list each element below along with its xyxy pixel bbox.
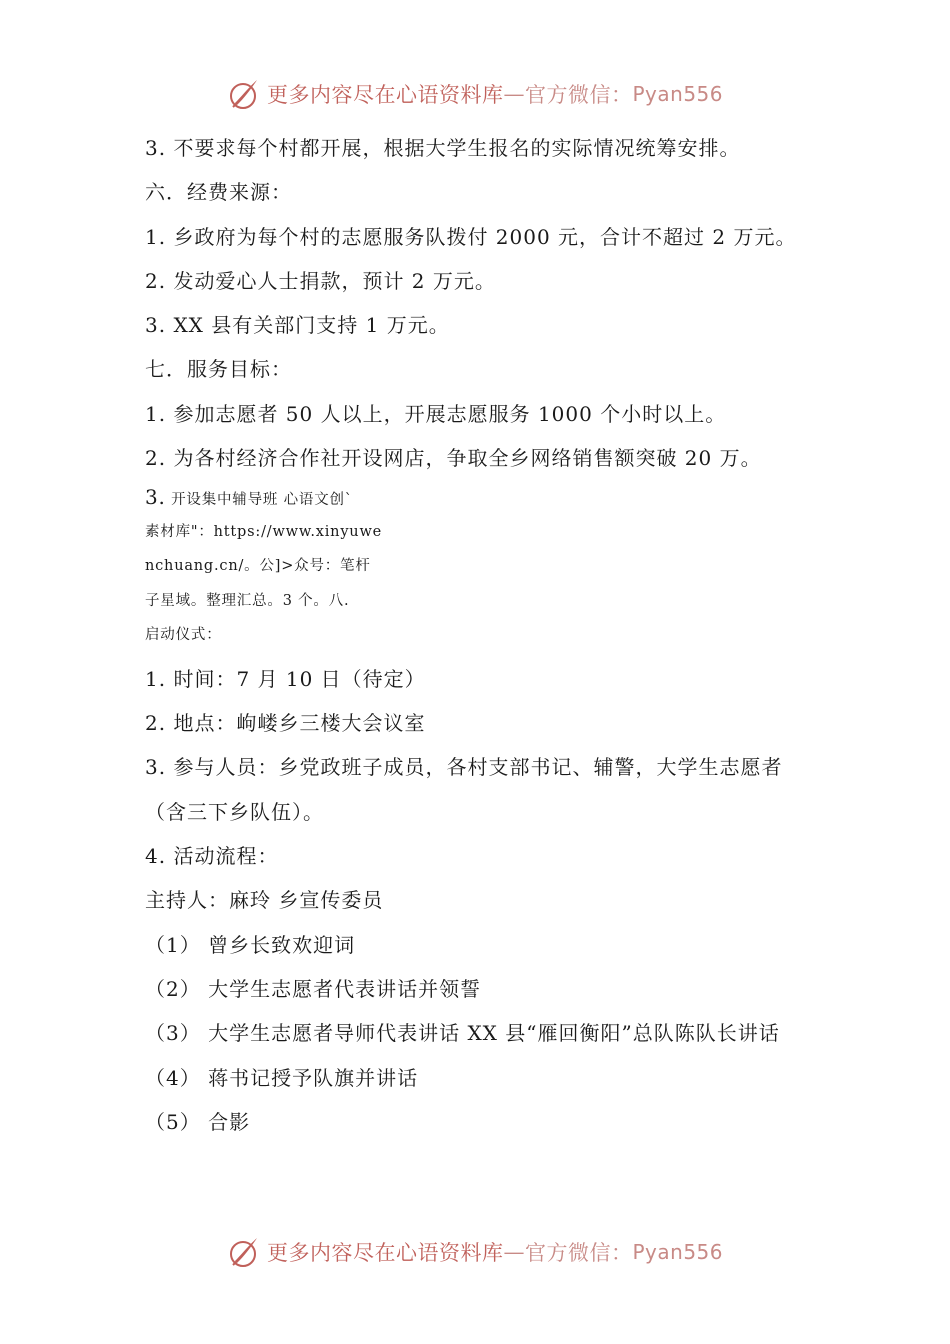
small-text: 开设集中辅导班 心语文创` xyxy=(165,492,353,509)
text-line-small: nchuang.cn/。公]>众号：笔杆 xyxy=(145,558,371,575)
list-item: （5） 合影 xyxy=(145,1109,251,1134)
list-item: （4） 蒋书记授予队旗并讲话 xyxy=(145,1065,419,1090)
text-line: 3. 参与人员：乡党政班子成员，各村支部书记、辅警，大学生志愿者 xyxy=(145,755,783,780)
list-number: 3. xyxy=(145,485,166,510)
list-item: （3） 大学生志愿者导师代表讲话 XX 县“雁回衡阳”总队陈队长讲话 xyxy=(145,1021,780,1046)
list-item: （2） 大学生志愿者代表讲话并领誓 xyxy=(145,976,482,1001)
text-line-small xyxy=(145,480,845,515)
quill-logo-icon xyxy=(227,1235,261,1269)
section-heading-goals: 七．服务目标： xyxy=(145,357,292,382)
section-heading-ceremony: 启动仪式： xyxy=(145,627,222,644)
watermark-separator: — xyxy=(503,82,525,106)
watermark-wechat-label: 官方微信： xyxy=(524,1241,633,1265)
text-line: 2. 地点：岣嵝乡三楼大会议室 xyxy=(145,711,426,736)
watermark-main-text: 更多内容尽在心语资料库 xyxy=(266,1241,504,1265)
watermark-main-text: 更多内容尽在心语资料库 xyxy=(266,83,504,107)
text-line-small: 子星域。整理汇总。3 个。八. xyxy=(145,592,350,609)
text-line: 3. XX 县有关部门支持 1 万元。 xyxy=(145,313,450,338)
watermark-wechat-id: Pyan556 xyxy=(632,1240,723,1264)
text-line: 4. 活动流程： xyxy=(145,844,279,869)
text-line: 2. 发动爱心人士捐款，预计 2 万元。 xyxy=(145,268,496,293)
text-line: 1. 乡政府为每个村的志愿服务队拨付 2000 元，合计不超过 2 万元。 xyxy=(145,224,797,249)
text-line: 1. 时间：7 月 10 日（待定） xyxy=(145,666,426,691)
text-line-small: 素材库"：https://www.xinyuwe xyxy=(145,523,383,540)
watermark-separator: — xyxy=(503,1240,525,1264)
header-watermark xyxy=(0,74,950,114)
list-item: （1） 曾乡长致欢迎词 xyxy=(145,932,356,957)
text-line: 2. 为各村经济合作社开设网店，争取全乡网络销售额突破 20 万。 xyxy=(145,446,762,471)
text-line: 主持人：麻玲 乡宣传委员 xyxy=(145,888,384,913)
quill-logo-icon xyxy=(227,77,261,111)
document-body xyxy=(145,126,845,1144)
text-line: （含三下乡队伍）。 xyxy=(145,799,324,824)
watermark-wechat-id: Pyan556 xyxy=(632,82,723,106)
text-line: 1. 参加志愿者 50 人以上，开展志愿服务 1000 个小时以上。 xyxy=(145,401,727,426)
text-line: 3. 不要求每个村都开展，根据大学生报名的实际情况统筹安排。 xyxy=(145,136,741,160)
section-heading-funding: 六．经费来源： xyxy=(145,180,292,205)
footer-watermark xyxy=(0,1232,950,1272)
watermark-wechat-label: 官方微信： xyxy=(524,83,633,107)
